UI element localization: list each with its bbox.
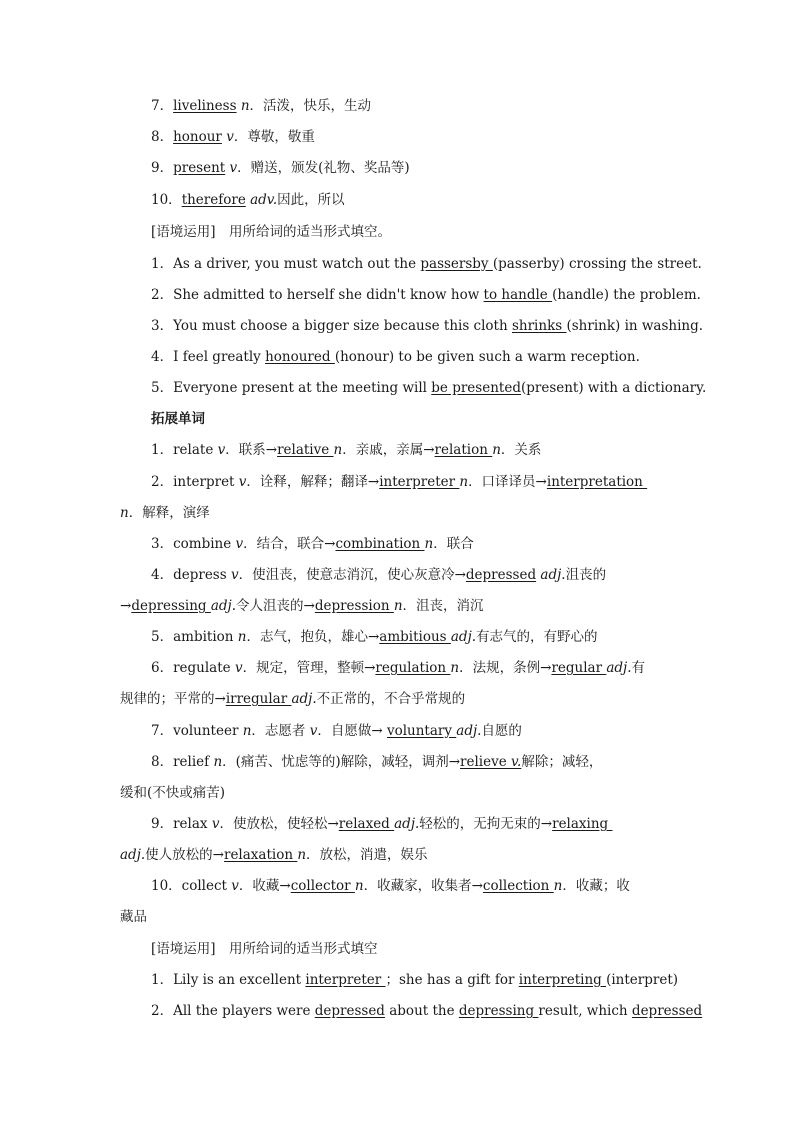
item-number: 10． [151, 192, 182, 208]
expand-item-2: 2．interpret v．诠释，解释；翻译→interpreter n．口译译员→interpretation [151, 474, 648, 490]
definition: ．尊敬，敬重 [233, 129, 315, 145]
expand-item-6-continued: 规律的；平常的→irregular adj.不正常的，不合乎常规的 [120, 691, 466, 707]
answer-blank: shrinks [511, 318, 567, 334]
answer-blank: relaxing [552, 816, 613, 832]
expand-item-9-continued: adj.使人放松的→relaxation n．放松，消遣，娱乐 [120, 847, 428, 863]
answer-blank: present [173, 160, 226, 176]
answer-blank: honour [173, 129, 222, 145]
expand-item-10: 10．collect v．收藏→collector n．收藏家，收集者→collection n．收藏；收 [151, 878, 630, 894]
answer-blank: relieve [460, 754, 511, 770]
answer-blank: liveliness [173, 98, 237, 114]
definition: ．赠送，颁发(礼物、奖品等) [237, 160, 410, 176]
expand-item-2-continued: n．解释，演绎 [120, 505, 210, 521]
exercise-sentence-3: 3．You must choose a bigger size because this cloth shrinks (shrink) in washing. [151, 318, 704, 334]
answer-blank: relaxation [223, 847, 298, 863]
expand-item-4: 4．depress v．使沮丧，使意志消沉，使心灰意冷→depressed adj.沮丧的 [151, 567, 607, 583]
part-of-speech: n [240, 98, 250, 114]
answer-blank: depressed [631, 1003, 703, 1019]
answer-blank: depressing [131, 598, 211, 614]
expand-item-8-continued: 缓和(不快或痛苦) [120, 785, 226, 801]
answer-blank: to handle [483, 287, 553, 303]
answer-blank: regulation [375, 660, 451, 676]
exercise2-sentence-1: 1．Lily is an excellent interpreter ；she has a gift for interpreting (interpret) [151, 972, 679, 988]
part-of-speech: adv. [250, 192, 278, 208]
answer-blank: relaxed [338, 816, 395, 832]
exercise-sentence-4: 4．I feel greatly honoured (honour) to be given such a warm reception. [151, 349, 640, 365]
vocab-item-10 [151, 191, 707, 209]
exercise-sentence-5: 5．Everyone present at the meeting will be presented(present) with a dictionary. [151, 380, 707, 396]
answer-blank: interpreter [305, 972, 386, 988]
answer-blank: collector [290, 878, 355, 894]
exercise2-sentence-2: 2．All the players were depressed about the depressing result, which depressed [151, 1003, 703, 1019]
answer-blank: relation [434, 442, 493, 458]
answer-blank: depressing [458, 1003, 539, 1019]
definition: 因此，所以 [277, 192, 345, 208]
section-heading-context-use: [语境运用] 用所给词的适当形式填空。 [151, 224, 392, 240]
answer-blank: therefore [181, 192, 246, 208]
answer-blank: interpreting [518, 972, 607, 988]
answer-blank: voluntary [386, 723, 457, 739]
expand-item-10-continued: 藏品 [120, 909, 147, 925]
answer-blank: passersby [420, 256, 493, 272]
answer-blank: be presented [431, 380, 521, 396]
answer-blank: relative [277, 442, 334, 458]
item-number: 8． [151, 129, 174, 145]
expand-item-6: 6．regulate v．规定，管理，整顿→regulation n．法规，条例→regular adj.有 [151, 660, 645, 676]
section-heading-expand-words: 拓展单词 [151, 411, 205, 427]
answer-blank: combination [335, 536, 425, 552]
answer-blank: interpreter [379, 474, 460, 490]
section-heading-context-use-2: [语境运用] 用所给词的适当形式填空 [151, 941, 378, 957]
exercise-sentence-2: 2．She admitted to herself she didn't know how to handle (handle) the problem. [151, 287, 701, 303]
expand-item-3: 3．combine v．结合，联合→combination n．联合 [151, 536, 474, 552]
answer-blank: collection [482, 878, 554, 894]
item-number: 7． [151, 98, 174, 114]
answer-blank: honoured [265, 349, 335, 365]
answer-blank: interpretation [546, 474, 648, 490]
expand-item-1: 1．relate v．联系→relative n．亲戚，亲属→relation n．关系 [151, 442, 542, 458]
definition: ．活泼，快乐，生动 [249, 98, 372, 114]
part-of-speech: v [229, 160, 238, 176]
vocab-item-8 [151, 128, 707, 146]
exercise-sentence-1: 1．As a driver, you must watch out the passersby (passerby) crossing the street. [151, 256, 702, 272]
item-number: 9． [151, 160, 174, 176]
answer-blank: depressed [314, 1003, 385, 1019]
answer-blank: irregular [225, 691, 292, 707]
expand-item-7: 7．volunteer n．志愿者 v．自愿做→ voluntary adj.自愿的 [151, 723, 522, 739]
answer-blank: ambitious [379, 629, 451, 645]
answer-blank: regular [551, 660, 607, 676]
expand-item-8: 8．relief n．(痛苦、忧虑等的)解除，减轻，调剂→relieve v.解除；减轻， [151, 754, 603, 770]
answer-blank: depression [314, 598, 394, 614]
answer-blank: depressed [465, 567, 537, 583]
expand-item-5: 5．ambition n．志气，抱负，雄心→ambitious adj.有志气的，有野心的 [151, 629, 598, 645]
vocab-item-9 [151, 159, 707, 177]
expand-item-4-continued: →depressing adj.令人沮丧的→depression n．沮丧，消沉 [120, 598, 484, 614]
vocab-item-7 [151, 97, 707, 115]
part-of-speech: v [226, 129, 234, 145]
expand-item-9: 9．relax v．使放松，使轻松→relaxed adj.轻松的，无拘无束的→relaxing [151, 816, 613, 832]
